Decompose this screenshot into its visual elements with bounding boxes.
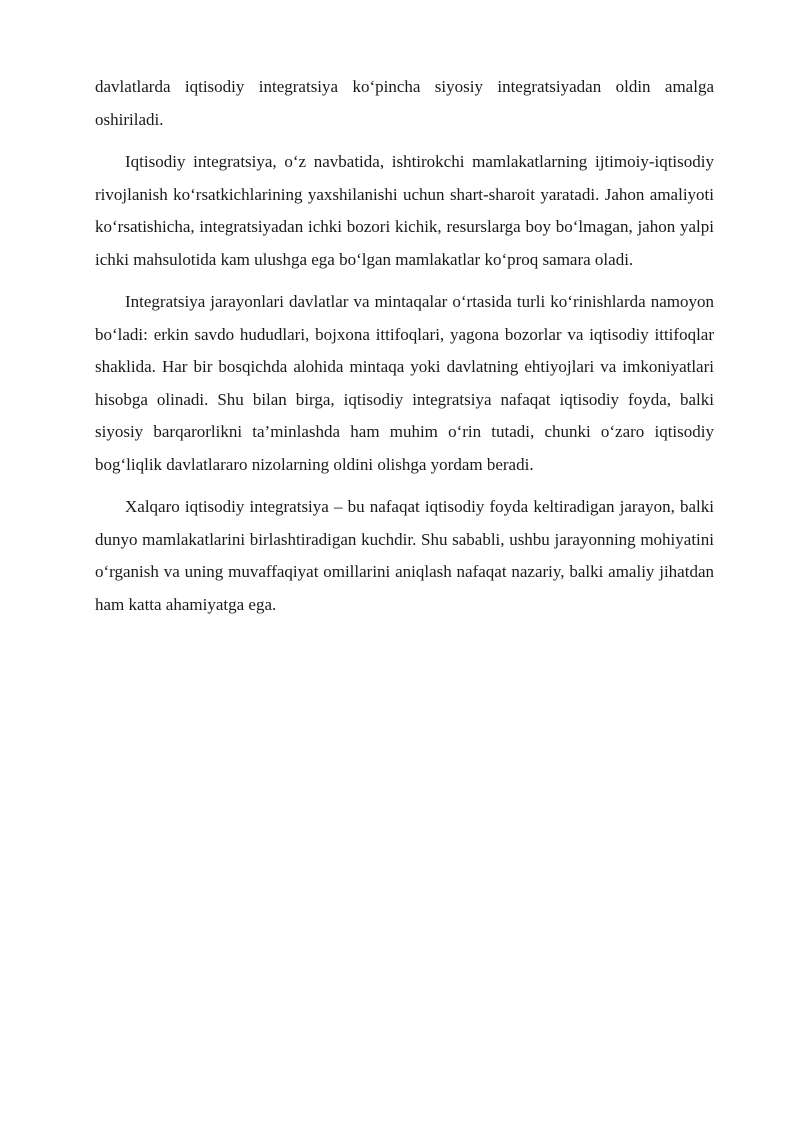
paragraph-continuation: davlatlarda iqtisodiy integratsiya ko‘pincha siyosiy integratsiyadan oldin amalga oshiriladi.	[95, 77, 714, 129]
paragraph-economic-integration: Iqtisodiy integratsiya, o‘z navbatida, ishtirokchi mamlakatlarning ijtimoiy-iqtisodiy rivojlanish ko‘rsatkichlarining yaxshilanishi uchun shart-sharoit yaratadi. Jahon amaliyoti ko‘rsatishicha, integratsiyadan ichki bozori kichik, resurslarga boy bo‘lmagan, jahon yalpi ichki mahsulotida kam ulushga ega bo‘lgan mamlakatlar ko‘proq samara oladi.	[95, 152, 714, 269]
paragraph-international-integration: Xalqaro iqtisodiy integratsiya – bu nafaqat iqtisodiy foyda keltiradigan jarayon, balki dunyo mamlakatlarini birlashtiradigan kuchdir. Shu sababli, ushbu jarayonning mohiyatini o‘rganish va uning muvaffaqiyat omillarini aniqlash nafaqat nazariy, balki amaliy jihatdan ham katta ahamiyatga ega.	[95, 497, 714, 614]
paragraph-integration-processes: Integratsiya jarayonlari davlatlar va mintaqalar o‘rtasida turli ko‘rinishlarda namoyon bo‘ladi: erkin savdo hududlari, bojxona ittifoqlari, yagona bozorlar va iqtisodiy ittifoqlar shaklida. Har bir bosqichda alohida mintaqa yoki davlatning ehtiyojlari va imkoniyatlari hisobga olinadi. Shu bilan birga, iqtisodiy integratsiya nafaqat iqtisodiy foyda, balki siyosiy barqarorlikni ta’minlashda ham muhim o‘rin tutadi, chunki o‘zaro iqtisodiy bog‘liqlik davlatlararo nizolarning oldini olishga yordam beradi.	[95, 292, 714, 474]
document-body	[95, 71, 714, 631]
